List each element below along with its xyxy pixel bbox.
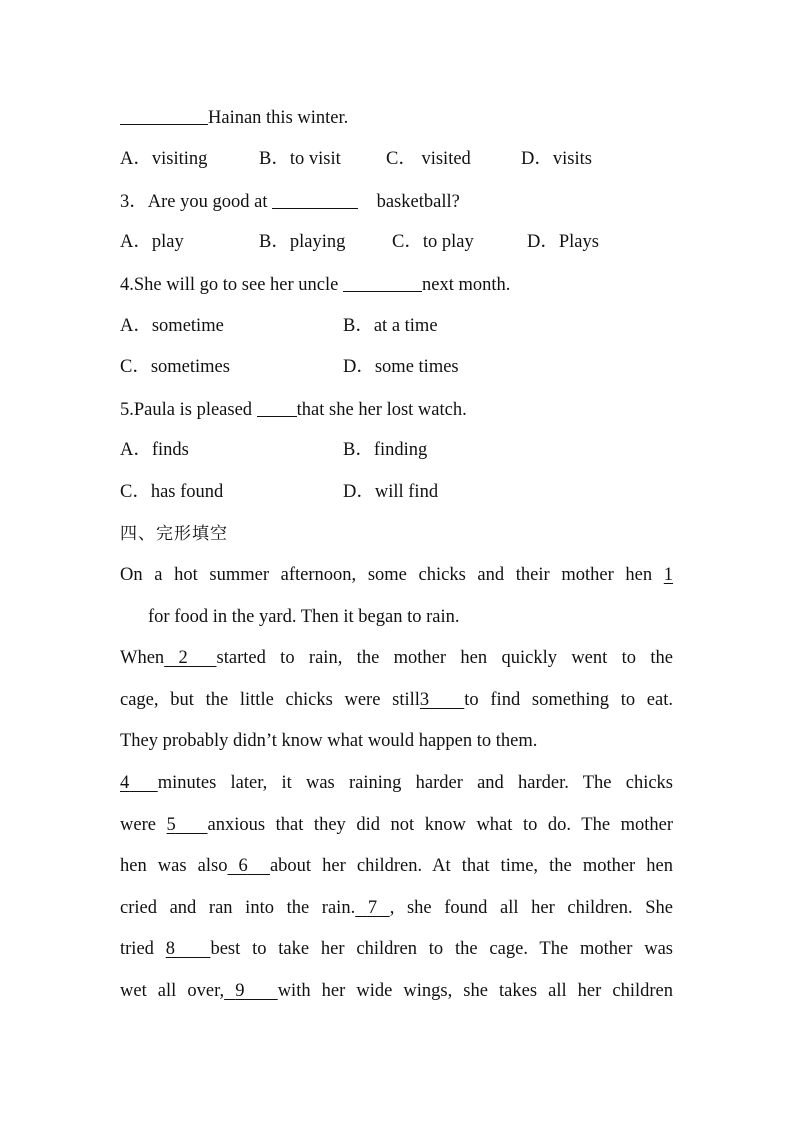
passage-text: They probably didn’t know what would happen to them. bbox=[120, 731, 538, 751]
passage-text: minutes later, it was raining harder and harder. The chicks bbox=[157, 773, 673, 793]
cloze-blank-6-number: 6 bbox=[238, 856, 248, 876]
passage-line-10 bbox=[120, 938, 673, 960]
passage-text: , she found all her children. She bbox=[389, 898, 673, 918]
q2-option-a[interactable]: A．visiting bbox=[120, 149, 208, 169]
passage-text: anxious that they did not know what to do. The mother bbox=[207, 815, 674, 835]
q2-stem bbox=[120, 106, 348, 129]
q3-option-d[interactable]: D．Plays bbox=[527, 232, 599, 252]
q4-option-c[interactable]: C．sometimes bbox=[120, 357, 230, 377]
cloze-blank-8[interactable] bbox=[166, 939, 211, 959]
q3-options bbox=[120, 231, 720, 253]
cloze-blank-2[interactable] bbox=[164, 648, 216, 668]
q4-option-d[interactable]: D．some times bbox=[343, 357, 459, 377]
q4-option-b[interactable]: B．at a time bbox=[343, 316, 438, 336]
q3-option-c[interactable]: C．to play bbox=[392, 232, 474, 252]
q2-options bbox=[120, 148, 720, 170]
passage-line-5 bbox=[120, 730, 537, 752]
cloze-blank-4-number: 4 bbox=[120, 773, 130, 793]
q4-stem-end: next month. bbox=[421, 275, 511, 295]
passage-line-11 bbox=[120, 980, 673, 1002]
cloze-blank-9-number: 9 bbox=[235, 981, 245, 1001]
q4-stem-start: 4.She will go to see her uncle bbox=[120, 275, 339, 295]
cloze-blank-7[interactable] bbox=[355, 898, 390, 918]
q3-option-b[interactable]: B．playing bbox=[259, 232, 346, 252]
cloze-blank-7-number: 7 bbox=[367, 898, 378, 918]
cloze-blank-2-number: 2 bbox=[178, 648, 188, 668]
passage-text: hen was also bbox=[120, 856, 228, 876]
q4-options-row1 bbox=[120, 315, 720, 337]
q5-answer-blank[interactable] bbox=[257, 398, 297, 417]
passage-line-7 bbox=[120, 814, 673, 836]
q5-option-c[interactable]: C．has found bbox=[120, 482, 224, 502]
passage-text: started to rain, the mother hen quickly went to the bbox=[216, 648, 673, 668]
cloze-blank-1[interactable]: 1 bbox=[663, 565, 674, 585]
q2-stem-text: Hainan this winter. bbox=[208, 108, 349, 128]
cloze-blank-3[interactable] bbox=[420, 690, 464, 710]
passage-text: wet all over, bbox=[120, 981, 225, 1001]
passage-text: tried bbox=[120, 939, 154, 959]
passage-text: best to take her children to the cage. The mother was bbox=[210, 939, 674, 959]
passage-text: cried and ran into the rain. bbox=[120, 898, 356, 918]
q5-option-b[interactable]: B．finding bbox=[343, 440, 428, 460]
passage-text: for food in the yard. Then it began to rain. bbox=[148, 607, 460, 627]
cloze-blank-3-number: 3 bbox=[419, 690, 430, 710]
cloze-blank-8-number: 8 bbox=[165, 939, 175, 959]
q5-options-row1 bbox=[120, 439, 720, 461]
q4-answer-blank[interactable] bbox=[343, 273, 422, 292]
q2-option-b[interactable]: B．to visit bbox=[259, 149, 341, 169]
q3-answer-blank[interactable] bbox=[272, 190, 358, 209]
passage-text: with her wide wings, she takes all her children bbox=[277, 981, 673, 1001]
passage-line-2 bbox=[148, 606, 460, 628]
cloze-blank-9[interactable] bbox=[224, 981, 278, 1001]
q5-stem-start: 5.Paula is pleased bbox=[120, 400, 253, 420]
q3-stem bbox=[120, 190, 460, 213]
passage-line-9 bbox=[120, 897, 673, 919]
q5-options-row2 bbox=[120, 481, 720, 503]
passage-text: about her children. At that time, the mother hen bbox=[269, 856, 674, 876]
passage-line-3 bbox=[120, 647, 673, 669]
q3-stem-start: 3．Are you good at bbox=[120, 192, 268, 212]
cloze-blank-4[interactable] bbox=[120, 773, 158, 793]
passage-text: cage, but the little chicks were still bbox=[120, 690, 420, 710]
q3-option-a[interactable]: A．play bbox=[120, 232, 184, 252]
passage-line-6 bbox=[120, 772, 673, 794]
passage-line-4 bbox=[120, 689, 673, 711]
q5-stem bbox=[120, 398, 467, 421]
passage-line-1 bbox=[120, 564, 673, 586]
passage-line-8 bbox=[120, 855, 673, 877]
q5-option-d[interactable]: D．will find bbox=[343, 482, 439, 502]
q4-option-a[interactable]: A．sometime bbox=[120, 316, 224, 336]
q5-stem-end: that she her lost watch. bbox=[296, 400, 467, 420]
passage-text: When bbox=[120, 648, 165, 668]
q2-option-c[interactable]: C． visited bbox=[386, 149, 471, 169]
q4-options-row2 bbox=[120, 356, 720, 378]
cloze-blank-6[interactable] bbox=[227, 856, 270, 876]
passage-text: On a hot summer afternoon, some chicks and their mother hen bbox=[120, 565, 653, 585]
q5-option-a[interactable]: A．finds bbox=[120, 440, 189, 460]
cloze-blank-5[interactable] bbox=[167, 815, 208, 835]
q4-stem bbox=[120, 273, 510, 296]
passage-text: were bbox=[120, 815, 156, 835]
section-title: 四、完形填空 bbox=[120, 524, 228, 544]
q2-answer-blank[interactable] bbox=[120, 106, 208, 125]
q2-option-d[interactable]: D．visits bbox=[521, 149, 592, 169]
q3-stem-end: basketball? bbox=[376, 192, 460, 212]
cloze-blank-5-number: 5 bbox=[166, 815, 176, 835]
passage-text: to find something to eat. bbox=[464, 690, 673, 710]
